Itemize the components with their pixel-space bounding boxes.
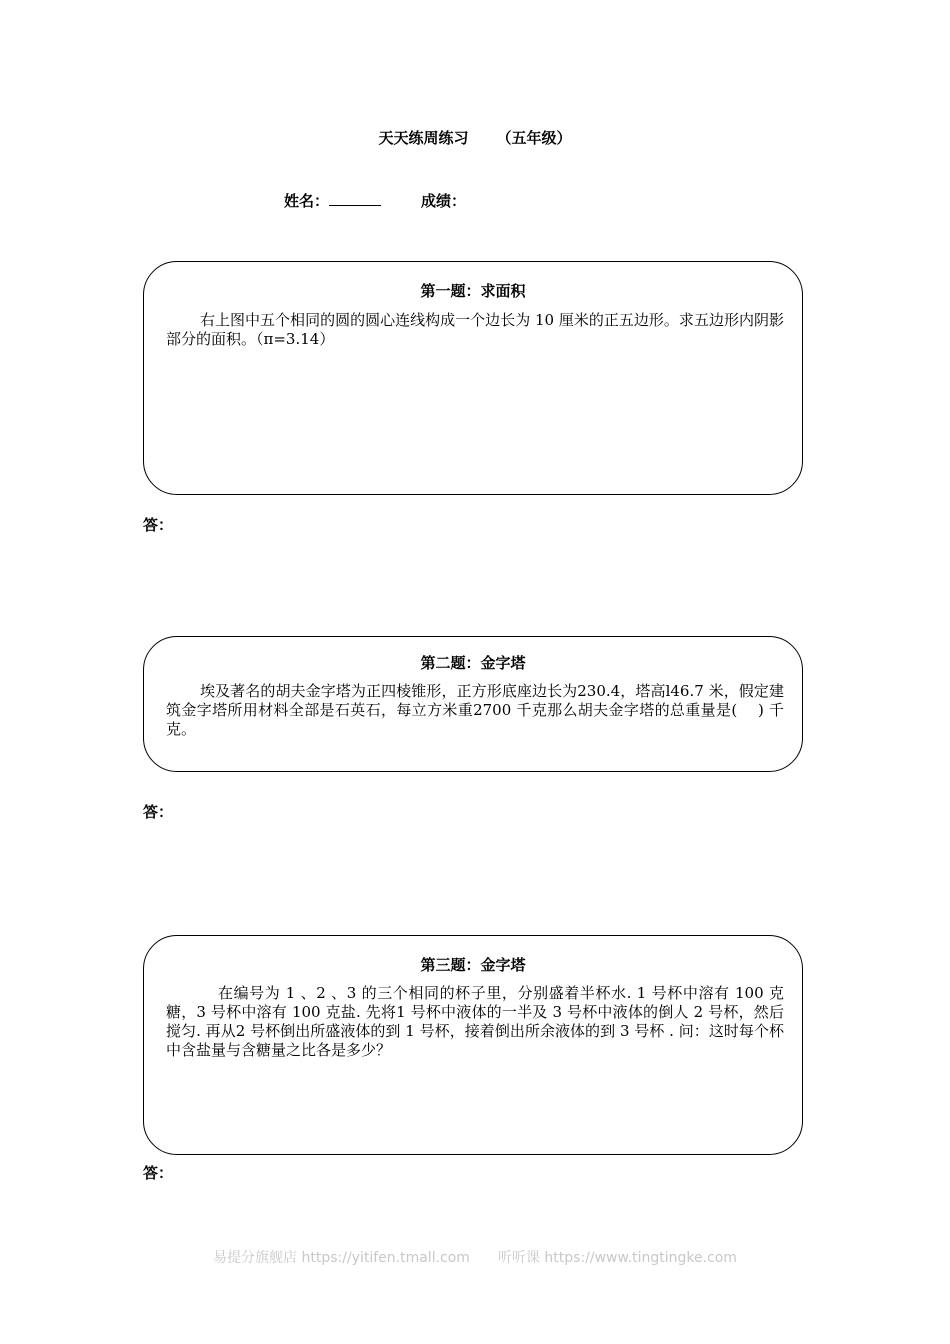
footer-shop: 易提分旗舰店 https://yitifen.tmall.com <box>213 1250 470 1266</box>
question-3-title: 第三题：金字塔 <box>420 956 526 974</box>
question-2-box <box>143 636 803 772</box>
question-1-answer-label: 答： <box>143 516 174 534</box>
name-blank <box>329 191 381 206</box>
question-1-title: 第一题：求面积 <box>420 282 526 300</box>
name-label: 姓名： <box>284 192 330 210</box>
question-2-title: 第二题：金字塔 <box>420 654 526 672</box>
question-3-box <box>143 935 803 1155</box>
grade-text: （五年级） <box>496 129 572 147</box>
footer-site: 听听课 https://www.tingtingke.com <box>497 1250 737 1266</box>
footer-watermark <box>0 1247 950 1267</box>
page-title <box>0 127 950 148</box>
score-label: 成绩： <box>421 192 467 210</box>
question-3-text: 在编号为 1 、2 、3 的三个相同的杯子里，分别盛着半杯水. 1 号杯中溶有 100 克糖，3 号杯中溶有 100 克盐. 先将1 号杯中液体的一半及 3 号杯中液体的倒人 2 号杯，然后搅匀. 再从2 号杯倒出所盛液体的到 1 号杯，接着倒出所余液体的到 3 号杯 . 问：这时每个杯中含盐量与含糖量之比各是多少？ <box>166 984 784 1059</box>
title-text: 天天练周练习 <box>378 129 469 147</box>
student-info <box>284 190 466 211</box>
question-1-text: 右上图中五个相同的圆的圆心连线构成一个边长为 10 厘米的正五边形。求五边形内阴影部分的面积。（π=3.14） <box>166 311 784 348</box>
question-2-answer-label: 答： <box>143 803 174 821</box>
question-2-text: 埃及著名的胡夫金字塔为正四棱锥形，正方形底座边长为230.4，塔高l46.7 米，假定建筑金字塔所用材料全部是石英石，每立方米重2700 千克那么胡夫金字塔的总重量是( ) 千克。 <box>166 682 784 738</box>
question-3-answer-label: 答： <box>143 1164 174 1182</box>
question-1-box <box>143 261 803 495</box>
